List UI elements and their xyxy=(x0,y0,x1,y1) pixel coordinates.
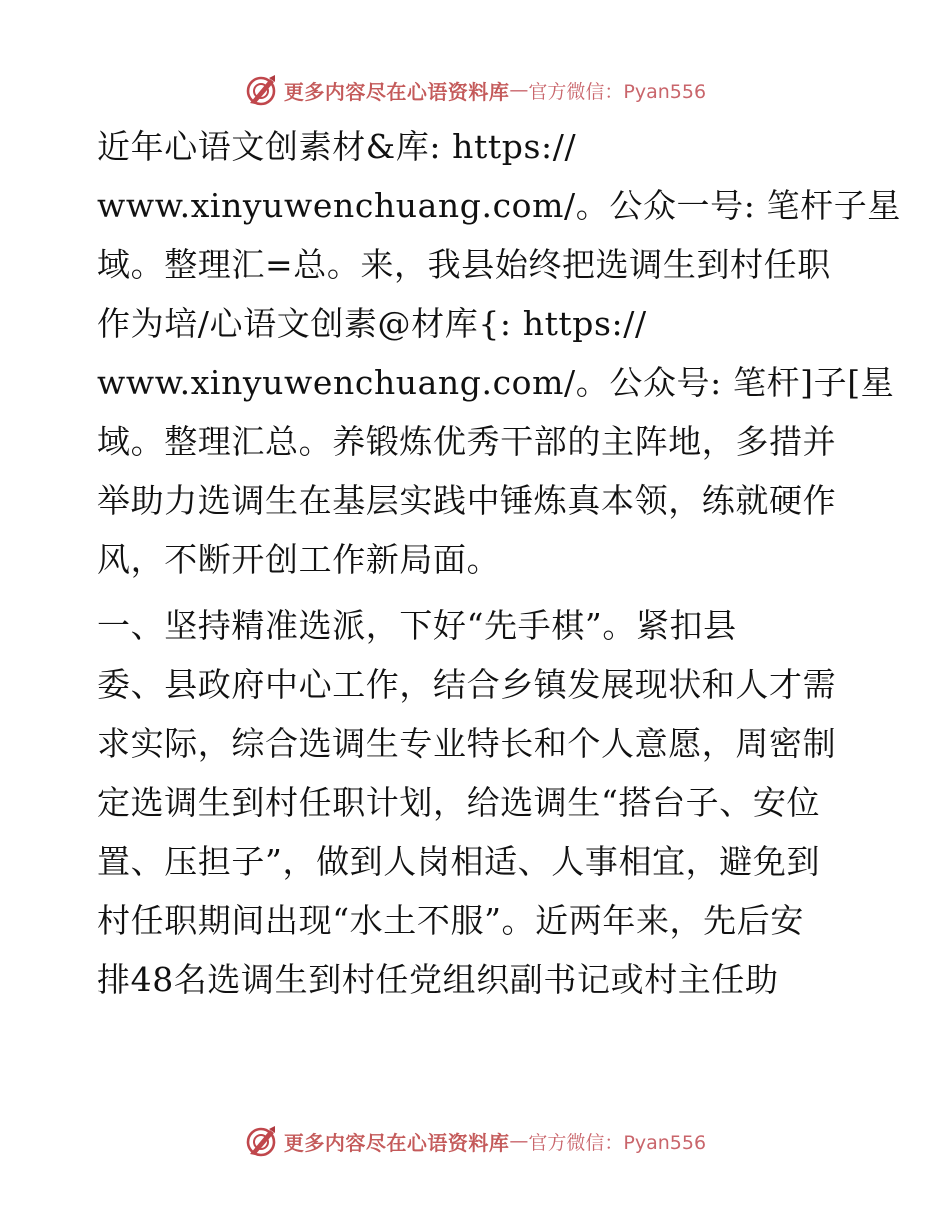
watermark-sub-text: 官方微信：Pyan556 xyxy=(528,1131,707,1154)
text-line: 一、坚持精准选派，下好“先手棋”。紧扣县 xyxy=(97,606,737,645)
text-line: 委、县政府中心工作，结合乡镇发展现状和人才需 xyxy=(97,665,837,704)
text-line: 举助力选调生在基层实践中锤炼真本领，练就硬作 xyxy=(97,481,837,520)
text-line: 域。整理汇总。养锻炼优秀干部的主阵地，多措并 xyxy=(97,422,837,461)
text-line: 作为培/心语文创素@材库{: https:// xyxy=(97,304,647,343)
text-line: 村任职期间出现“水土不服”。近两年来，先后安 xyxy=(97,901,804,940)
watermark-dash: — xyxy=(509,1130,529,1152)
watermark-main-text: 更多内容尽在心语资料库 xyxy=(283,1130,510,1155)
watermark-sub-text: 官方微信：Pyan556 xyxy=(528,80,707,103)
text-line: 置、压担子”，做到人岗相适、人事相宜，避免到 xyxy=(97,842,821,881)
watermark-main-text: 更多内容尽在心语资料库 xyxy=(283,79,510,104)
text-line: 域。整理汇=总。来，我县始终把选调生到村任职 xyxy=(97,245,831,284)
pen-logo-icon xyxy=(244,1124,278,1158)
paragraph-1 xyxy=(97,117,901,589)
text-line: www.xinyuwenchuang.com/。公众一号: 笔杆子星 xyxy=(97,186,901,225)
text-line: 求实际，综合选调生专业特长和个人意愿，周密制 xyxy=(97,724,837,763)
text-line: www.xinyuwenchuang.com/。公众号: 笔杆]子[星 xyxy=(97,363,895,402)
footer-watermark xyxy=(0,1121,950,1161)
document-body xyxy=(97,117,901,1009)
pen-logo-icon xyxy=(244,73,278,107)
text-line: 定选调生到村任职计划，给选调生“搭台子、安位 xyxy=(97,783,821,822)
text-line: 近年心语文创素材&库: https:// xyxy=(97,127,577,166)
paragraph-2 xyxy=(97,596,857,1009)
text-line: 风，不断开创工作新局面。 xyxy=(97,540,501,579)
header-watermark xyxy=(0,70,950,110)
text-line: 排48名选调生到村任党组织副书记或村主任助 xyxy=(97,960,779,999)
watermark-dash: — xyxy=(509,79,529,101)
